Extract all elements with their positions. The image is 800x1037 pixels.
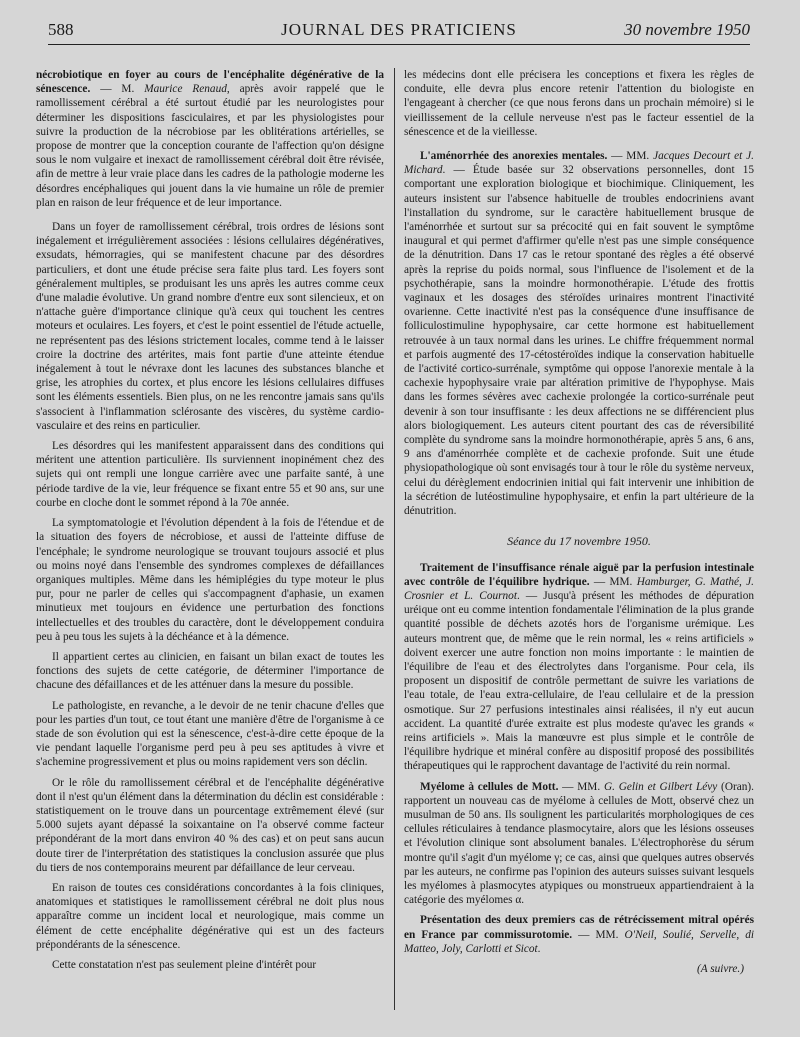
article-title: Myélome à cellules de Mott. (420, 780, 559, 793)
article-title: Présentation des deux premiers cas de rétrécissement mitral opérés en France par commissurotomie. (404, 914, 754, 941)
journal-title: JOURNAL DES PRATICIENS (281, 20, 517, 39)
paragraph: Cette constatation n'est pas seulement pleine d'intérêt pour (52, 958, 317, 971)
author-name: Jacques Decourt et J. Michard (404, 150, 754, 177)
left-column (36, 68, 384, 978)
right-column (404, 68, 754, 976)
paragraph: La symptomatologie et l'évolution dépendent à la fois de l'étendue et de la situation des foyers de nécrobiose, et aussi de l'atteinte diffuse de l'encéphale; le syndrome neurologique se trouvant toujours associé et plus ou moins noyé dans l'ensemble des syndromes complexes de défaillances organiques multiples. Même dans les hémiplégies du type moteur le plus pur, pour ne parler de celles qui s'accompagnent d'aphasie, un examen minutieux met toujours en évidence une perturbation des fonctions intellectuelles et des troubles du caractère, dont le développement conduira peu à peu tous les sujets à la déchéance et à la démence. (36, 517, 384, 643)
page-header (48, 18, 750, 42)
paragraph: nécrobiotique en foyer au cours de l'encéphalite dégénérative de la sénescence. — M. Maurice Renaud, après avoir rappelé que le ramollissement cérébral a été surtout étudié par les neurologistes pour déterminer les dispositions fasciculaires, et par les physiologistes pour suivre la production de la nécrobiose par les oblitérations artérielles, se propose de montrer que la conception courante de l'affection qu'on désigne sous le nom vulgaire et inexact de ramollissement cérébral doit être révisée, afin de mettre à leur vraie place dans les cadres de la pathologie moderne les désordres encéphaliques qui jouent dans la vie humaine un rôle de premier plan en raison de leur fréquence et de leur importance. (36, 69, 385, 209)
author-name: G. Gelin et Gilbert Lévy (603, 780, 718, 793)
paragraph: Dans un foyer de ramollissement cérébral, trois ordres de lésions sont inégalement et irrégulièrement associées : lésions cellulaires dégénératives, exsudats, hémorragies, qui se manifestent chacune par des désordres particuliers, et dont une étude précise sera faite plus tard. Les foyers sont généralement multiples, se produisant les uns après les autres comme ceux d'une maladie évolutive. Un grand nombre d'entre eux sont silencieux, et on n'attache guère d'importance clinique qu'à ceux qui touchent les centres moteurs et oculaires. Les foyers, et c'est le point essentiel de l'étude actuelle, ne représentent pas des lésions strictement locales, comme tend à le laisser croire la doctrine des artérites, mais font partie d'une atteinte étendue inégalement à tout le névraxe dont les lacunes des substances blanche et grise, les atrophies du cortex, et plus encore les lésions cellulaires diffuses sont les éléments essentiels. Bien plus, on ne les rencontre jamais sans qu'ils s'associent à l'inflammation sclérosante des viscères, du système cardio-vasculaire et des reins en particulier. (36, 221, 384, 432)
paragraph: En raison de toutes ces considérations concordantes à la fois cliniques, anatomiques et statistiques le ramollissement cérébral ne doit plus nous apparaître comme un incident local et neurologique, mais comme un élément de cette encéphalite dégénérative qui est un des facteurs prépondérants de la sénescence. (36, 881, 384, 951)
paragraph: Les désordres qui les manifestent apparaissent dans des conditions qui méritent une attention particulière. Ils surviennent inopinément chez des sujets qui ont rempli une longue carrière avec une parfaite santé, à une période tardive de la vie, leur fréquence se fixant entre 55 et 90 ans, sur une courbe en cloche dont le sommet répond à la 70e année. (36, 440, 384, 509)
page-number: 588 (48, 20, 74, 39)
paragraph: Présentation des deux premiers cas de rétrécissement mitral opérés en France par commissurotomie. — MM. O'Neil, Soulié, Servelle, di Matteo, Joly, Carlotti et Sicot. (404, 914, 755, 955)
paragraph: les médecins dont elle précisera les conceptions et fixera les règles de conduite, elle devra plus encore retenir l'attention du biologiste en l'engageant à chercher (ce que nous ferons dans un prochain mémoire) si le vieillissement de la cellule nerveuse n'est pas le facteur essentiel de la sénescence et de la vieillesse. (404, 69, 754, 138)
to-be-continued: (A suivre.) (696, 962, 744, 975)
author-name: Maurice Renaud (144, 83, 227, 96)
paragraph: Traitement de l'insuffisance rénale aiguë par la perfusion intestinale avec contrôle de l'équilibre hydrique. — MM. Hamburger, G. Mathé, J. Crosnier et L. Cournot. — Jusqu'à présent les méthodes de dépuration uréique ont eu comme intention fondamentale l'élimination de la plus grande quantité possible de déchets azotés hors de l'organisme urémique. Les auteurs montrent que, de même que le rein normal, les « reins artificiels » doivent exercer une autre fonction non moins importante : le maintien de l'équilibre de l'eau et des électrolytes dans l'organisme. Pour cela, ils proposent un dispositif de contrôle permettant de suivre les variations de l'eau totale, de l'eau extra-cellulaire, de l'eau cellulaire et de la pression osmotique. Sur 27 perfusions intestinales ainsi réalisées, il n'y eut aucun accident. La quantité d'urée extraite est plus modeste qu'avec les grands « reins artificiels ». Mais la manœuvre est plus simple et le contrôle de l'équilibre hydrique et minéral confère au dispositif proposé des possibilités thérapeutiques qui le rapprochent davantage de l'activité du rein normal. (404, 561, 755, 773)
author-name: Hamburger, G. Mathé, J. Crosnier et L. Cournot (404, 575, 755, 602)
author-name: O'Neil, Soulié, Servelle, di Matteo, Joly, Carlotti et Sicot (404, 928, 755, 955)
paragraph: Le pathologiste, en revanche, a le devoir de ne tenir chacune d'elles que pour les parties d'un tout, ce tout étant une manière d'être de l'organisme à ce stade de son évolution qui est la sénescence, c'est-à-dire cette époque de la vie pendant laquelle l'organisme perd peu à peu ses aptitudes à vivre et s'achemine progressivement et plus ou moins rapidement vers son déclin. (36, 699, 384, 769)
article-title: nécrobiotique en foyer au cours de l'encéphalite dégénérative de la sénescence. (36, 69, 384, 96)
paragraph: Myélome à cellules de Mott. — MM. G. Gelin et Gilbert Lévy (Oran). rapportent un nouveau cas de myélome à cellules de Mott, observé chez un musulman de 50 ans. Ils soulignent les particularités morphologiques de ces cellules réticulaires à tendance plasmocytaire, alors que les lésions osseuses et l'évolution clinique sont absolument banales. L'électrophorèse du sérum montre qu'il s'agit d'un myélome γ; ce cas, ainsi que quelques autres observés par les auteurs, ne confirme pas l'opinion des auteurs suisses suivant lesquels les myélomes à plasmocytes atypiques ou monstrueux appartiendraient à la catégorie des myélomes α. (404, 780, 754, 907)
header-rule (48, 44, 750, 45)
issue-date: 30 novembre 1950 (624, 20, 750, 39)
article-title: L'aménorrhée des anorexies mentales. (420, 150, 608, 163)
paragraph: Or le rôle du ramollissement cérébral et de l'encéphalite dégénérative dont il n'est qu'un élément dans la détermination du déclin est considérable : statistiquement on le trouve dans un pourcentage extrêmement élevé (sur 5.000 sujets ayant dépassé la soixantaine on l'a observé comme facteur prépondérant de la mort dans environ 40 % des cas) et on peut sans aucun doute tirer de l'interprétation des statistiques la conclusion assurée que plus du tiers de nos contemporains meurent par défaillance de leur cerveau. (36, 776, 384, 874)
paragraph: L'aménorrhée des anorexies mentales. — MM. Jacques Decourt et J. Michard. — Étude basée sur 32 observations personnelles, dont 15 comportant une exploration biologique et biochimique. Cliniquement, les auteurs insistent sur l'absence habituelle de troubles endocriniens avant l'installation du syndrome, sur le caractère habituellement brusque de l'aménorrhée et surtout sur sa précocité qui en fait souvent le symptôme inaugural et qui permet d'affirmer qu'elle n'est pas une simple conséquence de la dénutrition. Dans 17 cas le retour spontané des règles a été observé après la reprise du poids normal, sous l'influence de l'isolement et de la psychothérapie, sans la moindre hormonothérapie. L'étude des frottis vaginaux et les dosages des stéroïdes urinaires montrent l'inactivité ovarienne. Cette inactivité n'est pas la conséquence d'une insuffisance de folliculostimuline hypophysaire, car cette hormone est habituellement retrouvée à un taux normal dans les urines. Le chiffre fréquemment normal et parfois augmenté des 17-cétostéroïdes indique la conservation habituelle de l'activité cortico-surrénale, symptôme qui oppose l'anorexie mentale à la cachexie hypophysaire vraie par altération primitive de l'hypophyse. Mais dans les formes sévères avec cachexie prolongée la cortico-surrénale peut devenir à son tour insuffisante : les deux affections ne se différencient plus alors biologiquement. Les auteurs citent pourtant des cas de réversibilité complète du syndrome sans la moindre hormonothérapie, après 5 ans, 6 ans, 9 ans d'aménorrhée complète et de cachexie profonde. Suit une étude physiopathologique où sont envisagés tour à tour le rôle du système nerveux, celui du dérèglement endocrinien initial qui fait intervenir une inhibition de la sécrétion de lutéostimuline hypophysaire, et enfin la part ultérieure de la dénutrition. (404, 150, 754, 518)
article-title: Traitement de l'insuffisance rénale aiguë par la perfusion intestinale avec contrôle de l'équilibre hydrique. (404, 561, 754, 588)
column-divider (394, 68, 395, 1010)
paragraph: Il appartient certes au clinicien, en faisant un bilan exact de toutes les fonctions des sujets de cette catégorie, de déterminer l'importance de chacune des défaillances et de les atténuer dans la mesure du possible. (36, 650, 384, 692)
session-heading: Séance du 17 novembre 1950. (507, 534, 651, 549)
